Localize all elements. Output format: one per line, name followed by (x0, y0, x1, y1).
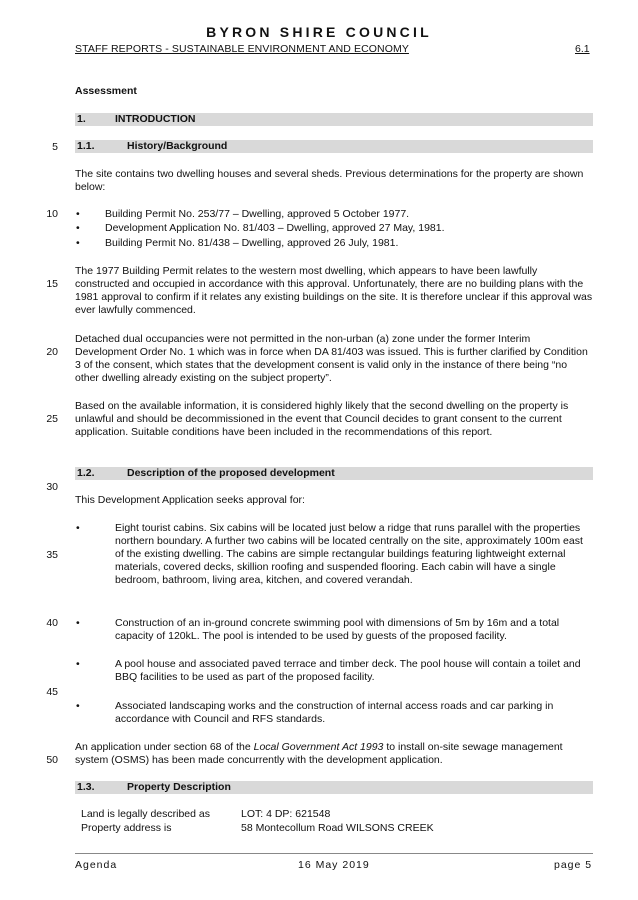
line-number: 10 (46, 208, 58, 220)
line-number: 50 (46, 754, 58, 766)
section-title: Description of the proposed development (127, 467, 335, 479)
list-item: Building Permit No. 81/438 – Dwelling, approved 26 July, 1981. (105, 237, 399, 249)
section-number-label: 1.2. (77, 467, 95, 479)
footer-page: page 5 (554, 859, 593, 871)
section-number: 6.1 (575, 43, 590, 55)
section-title: Property Description (127, 781, 231, 793)
property-label: Land is legally described as (81, 808, 210, 820)
council-title: BYRON SHIRE COUNCIL (206, 24, 432, 40)
history-intro: The site contains two dwelling houses and several sheds. Previous determinations for the property are shown below: (75, 168, 584, 193)
list-item: Associated landscaping works and the construction of internal access roads and car parking in accordance with Council and RFS standards. (115, 700, 554, 725)
osms-text-before: An application under section 68 of the (75, 741, 254, 753)
section-title: History/Background (127, 140, 228, 152)
footer-date: 16 May 2019 (298, 859, 370, 871)
bullet: • (76, 617, 80, 629)
line-number: 20 (46, 346, 58, 358)
devapp-intro: This Development Application seeks approval for: (75, 494, 305, 506)
section-number-label: 1. (77, 113, 86, 125)
osms-text-after: to install on-site sewage management system (OSMS) has been made concurrently with the development application. (75, 741, 563, 766)
property-value: LOT: 4 DP: 621548 (241, 808, 331, 820)
bullet: • (76, 522, 80, 534)
property-label: Property address is (81, 822, 172, 834)
line-number: 25 (46, 413, 58, 425)
bullet: • (76, 658, 80, 670)
list-item: Building Permit No. 253/77 – Dwelling, approved 5 October 1977. (105, 208, 410, 220)
footer-rule (75, 853, 593, 854)
bullet: • (76, 237, 80, 249)
list-item: Construction of an in-ground concrete swimming pool with dimensions of 5m by 16m and a total capacity of 120kL. The pool is intended to be used by guests of the proposed facility. (115, 617, 560, 642)
section-title: INTRODUCTION (115, 113, 196, 125)
line-number: 30 (46, 481, 58, 493)
line-number: 45 (46, 686, 58, 698)
paragraph-osms (75, 741, 593, 767)
section-heading-property-description (75, 781, 593, 794)
paragraph-dual-occupancy: Detached dual occupancies were not permitted in the non-urban (a) zone under the former Interim Development Order No. 1 which was in force when DA 81/403 was issued. This is further clarified by Condition 3 of the consent, which states that the development consent is valid only in the instance of there being “no other dwelling already existing on the subject property”. (75, 333, 588, 384)
bullet: • (76, 222, 80, 234)
report-subheading: STAFF REPORTS - SUSTAINABLE ENVIRONMENT AND ECONOMY (75, 43, 409, 55)
paragraph-1977-permit: The 1977 Building Permit relates to the western most dwelling, which appears to have been lawfully constructed and occupied in accordance with this approval. Unfortunately, there are no building plans with the 1981 approval to confirm if it relates any existing buildings on the site. It is therefore unclear if this approval was ever lawfully commenced. (75, 265, 593, 316)
line-number: 35 (46, 549, 58, 561)
line-number: 5 (52, 141, 58, 153)
act-name: Local Government Act 1993 (253, 741, 384, 753)
property-value: 58 Montecollum Road WILSONS CREEK (241, 822, 434, 834)
list-item: Development Application No. 81/403 – Dwelling, approved 27 May, 1981. (105, 222, 445, 234)
section-number-label: 1.1. (77, 140, 95, 152)
footer-agenda: Agenda (75, 859, 118, 871)
line-number: 40 (46, 617, 58, 629)
line-number: 15 (46, 278, 58, 290)
bullet: • (76, 700, 80, 712)
section-number-label: 1.3. (77, 781, 95, 793)
paragraph-conclusion: Based on the available information, it is considered highly likely that the second dwelling on the property is unlawful and should be decommissioned in the event that Council decides to grant consent to the current application. Suitable conditions have been included in the recommendations of this report. (75, 400, 569, 438)
section-heading-history (75, 140, 593, 153)
list-item: A pool house and associated paved terrace and timber deck. The pool house will contain a toilet and BBQ facilities to be used as part of the proposed facility. (115, 658, 581, 683)
section-heading-proposed-development (75, 467, 593, 480)
bullet: • (76, 208, 80, 220)
section-heading-introduction (75, 113, 593, 126)
assessment-heading: Assessment (75, 85, 137, 97)
list-item: Eight tourist cabins. Six cabins will be located just below a ridge that runs parallel with the properties northern boundary. A further two cabins will be located centrally on the site, approximately 100m east of the existing dwelling. The cabins are simple rectangular buildings featuring lightweight external materials, covered decks, skillion roofing and suspended flooring. Each cabin will have a single bedroom, bathroom, living area, kitchen, and covered verandah. (115, 522, 583, 586)
